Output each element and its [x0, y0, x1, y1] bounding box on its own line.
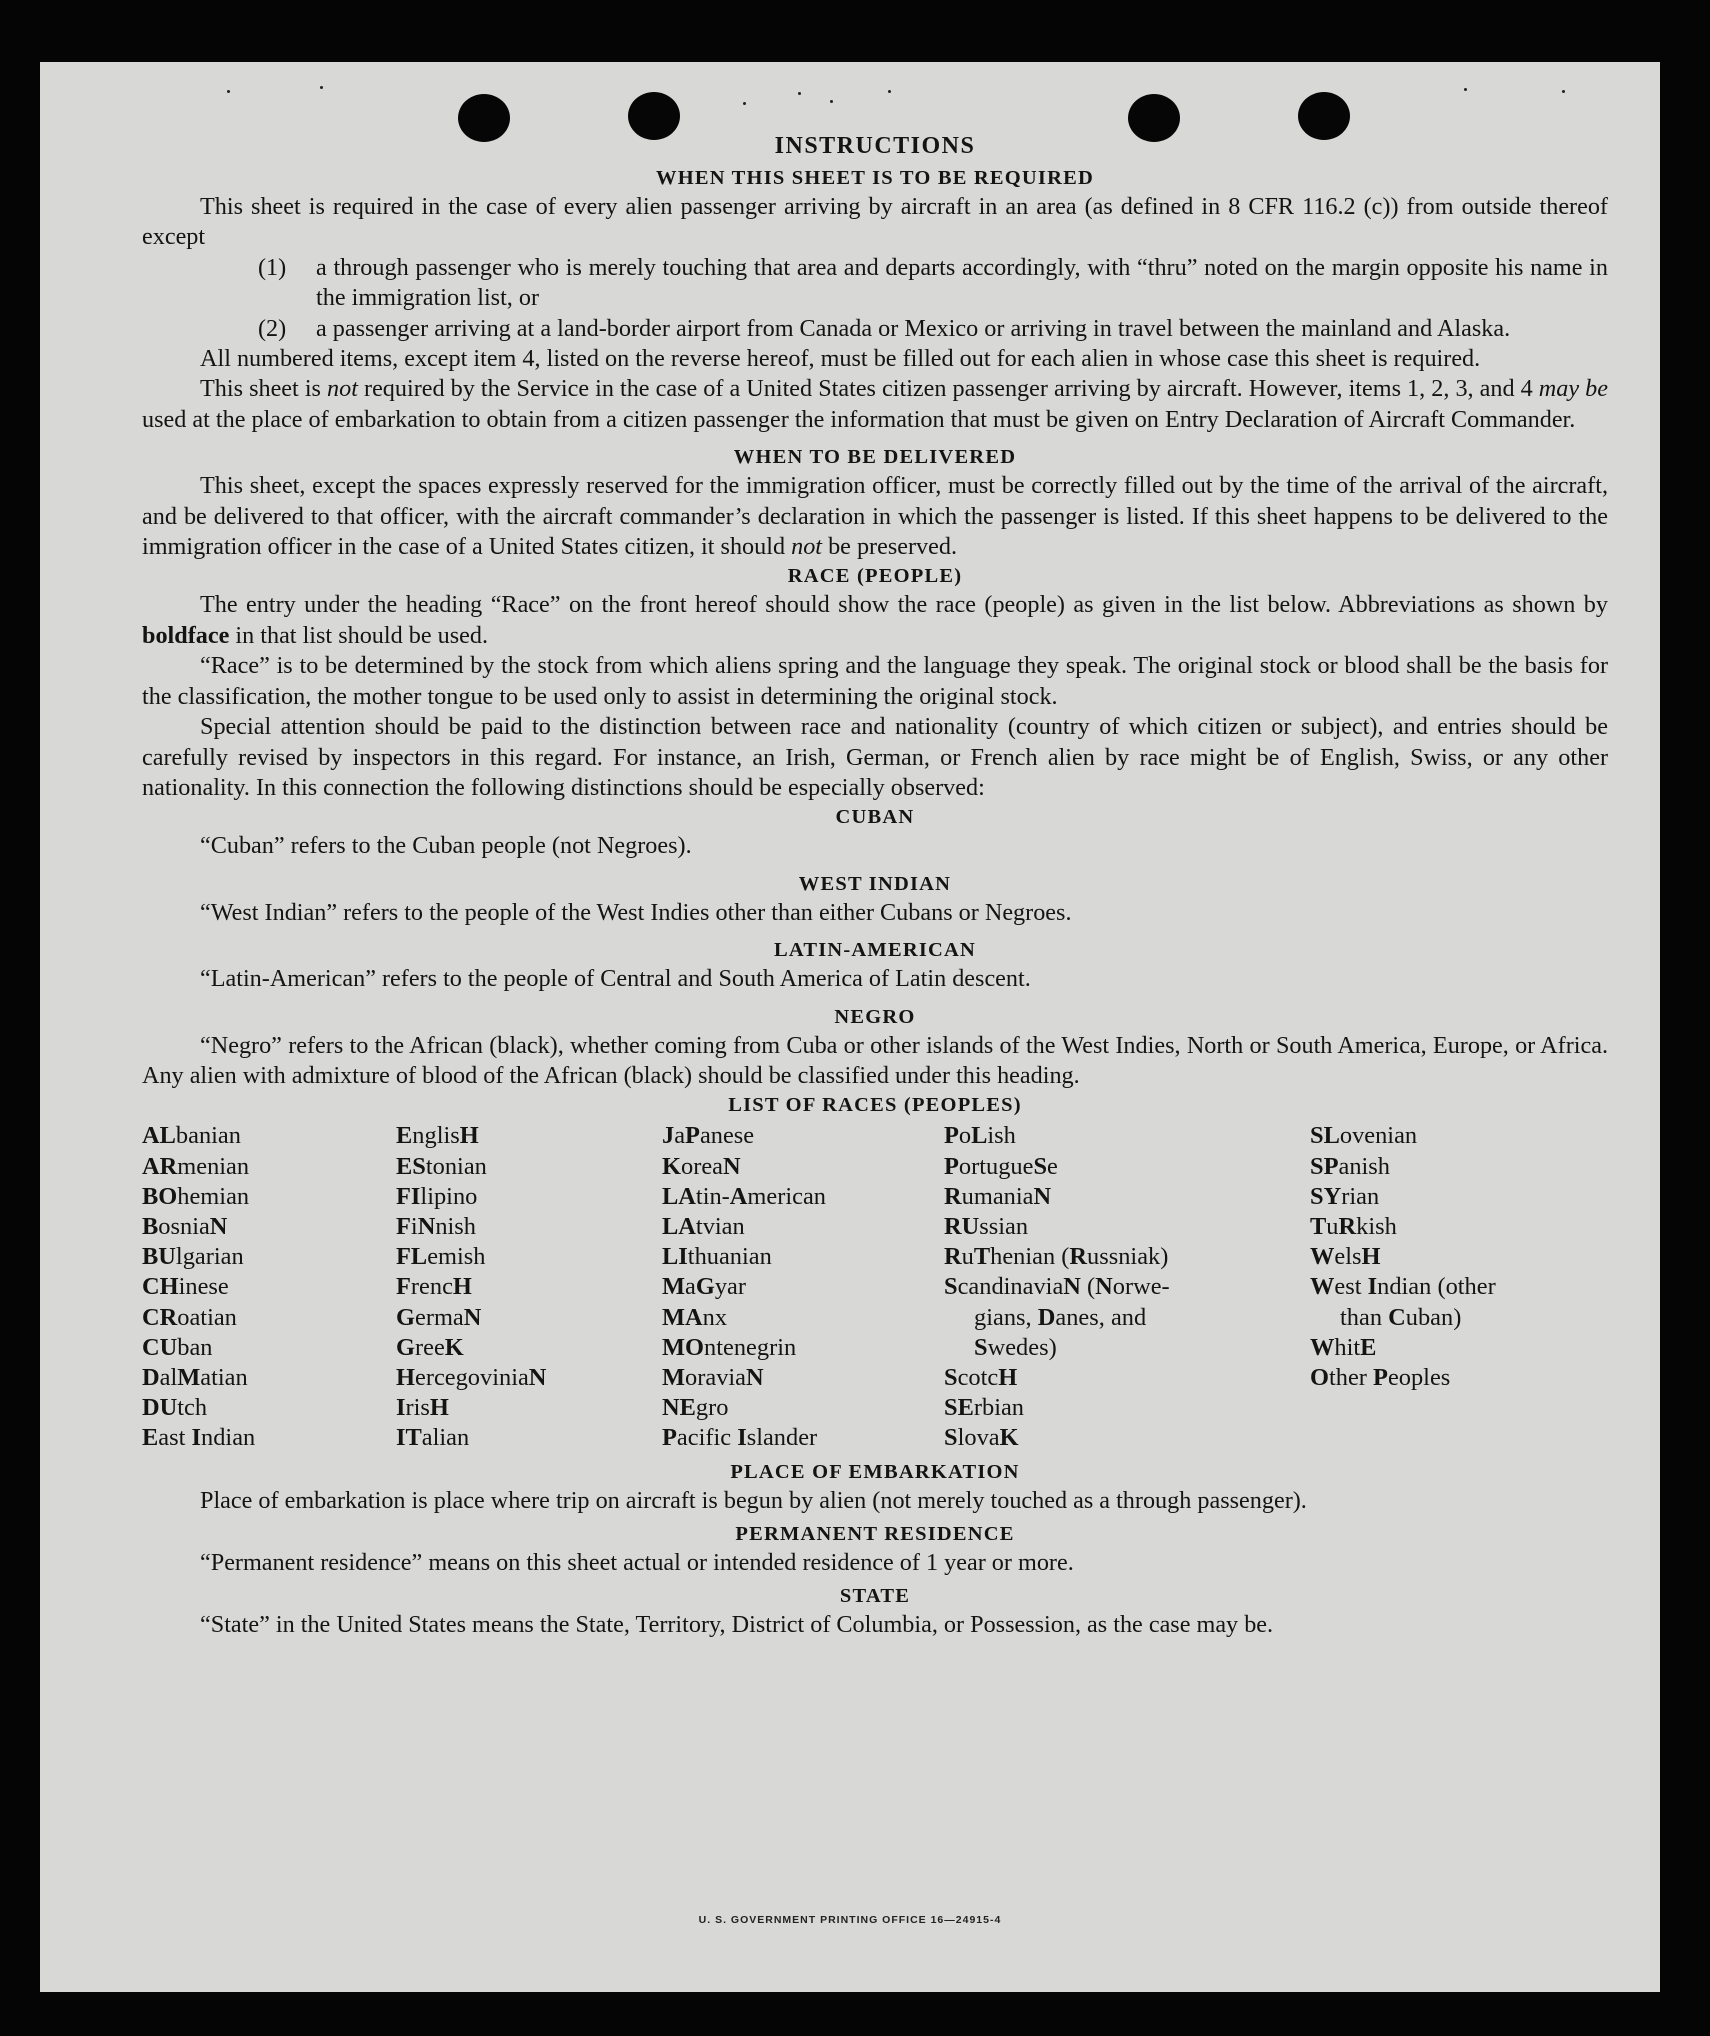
paragraph-required-intro: This sheet is required in the case of every alien passenger arriving by aircraft in an area (as defined in 8 CFR 116.2 (c)) from outside thereof except	[142, 193, 1608, 251]
race-entry: ITalian	[396, 1424, 470, 1452]
race-entry: HercegoviniaN	[396, 1363, 547, 1391]
races-column	[396, 1121, 662, 1453]
race-entry: LAtvian	[662, 1212, 745, 1240]
section-heading-embarkation: PLACE OF EMBARKATION	[730, 1460, 1020, 1483]
race-entry: FiNnish	[396, 1212, 476, 1240]
race-entry: GermaN	[396, 1303, 482, 1331]
race-entry: DUtch	[142, 1394, 208, 1422]
race-entry: CHinese	[142, 1273, 229, 1301]
paragraph-race-2: “Race” is to be determined by the stock from which aliens spring and the language they speak. The original stock or blood shall be the basis for the classification, the mother tongue to be used only to assist in determining the original stock.	[142, 652, 1608, 710]
speck	[830, 100, 833, 103]
list-item-exception-2	[142, 314, 1608, 344]
text-run: be preserved.	[822, 533, 957, 561]
text-run: The entry under the heading “Race” on the front hereof should show the race (people) as given in the list below. Abbreviations as shown by	[200, 591, 1608, 619]
paragraph-negro: “Negro” refers to the African (black), whether coming from Cuba or other islands of the West Indies, North or South America, Europe, or Africa. Any alien with admixture of blood of the African (black) should be classified under this heading.	[142, 1031, 1608, 1089]
race-entry: WelsH	[1310, 1243, 1381, 1271]
race-entry: SErbian	[944, 1394, 1024, 1422]
paragraph-west-indian: “West Indian” refers to the people of the West Indies other than either Cubans or Negroes.	[200, 898, 1072, 926]
race-entry: EStonian	[396, 1152, 487, 1180]
race-entry: SYrian	[1310, 1182, 1380, 1210]
race-entry: RUssian	[944, 1212, 1029, 1240]
race-entry: East Indian	[142, 1424, 256, 1452]
race-entry: IrisH	[396, 1394, 449, 1422]
section-heading-state: STATE	[839, 1585, 911, 1608]
section-heading-required: WHEN THIS SHEET IS TO BE REQUIRED	[656, 167, 1094, 189]
race-entry: ARmenian	[142, 1152, 250, 1180]
race-entry: gians, Danes, and	[974, 1303, 1147, 1331]
race-entry: SlovaK	[944, 1424, 1019, 1452]
text-run-italic: may be	[1538, 375, 1608, 403]
paragraph-state: “State” in the United States means the State, Territory, District of Columbia, or Possession, as the case may be.	[200, 1611, 1274, 1639]
race-entry: EnglisH	[396, 1122, 479, 1150]
races-column	[142, 1121, 396, 1453]
list-item-exception-1	[142, 253, 1608, 314]
race-entry: MAnx	[662, 1303, 728, 1331]
race-entry: LIthuanian	[662, 1243, 772, 1271]
race-entry: BOhemian	[142, 1182, 250, 1210]
item-text: a through passenger who is merely touching that area and departs accordingly, with “thru” noted on the margin opposite his name in the immigration list, or	[316, 253, 1608, 312]
race-entry: WhitE	[1310, 1333, 1377, 1361]
race-entry: Other Peoples	[1310, 1363, 1451, 1391]
text-run: in that list should be used.	[229, 621, 489, 649]
race-entry: FLemish	[396, 1243, 486, 1271]
races-column	[1310, 1121, 1608, 1453]
race-entry: ScandinaviaN (Norwe-	[944, 1273, 1170, 1301]
race-entry: MoraviaN	[662, 1363, 764, 1391]
document-page	[40, 62, 1660, 1992]
race-entry: West Indian (other	[1310, 1273, 1496, 1301]
paragraph-numbered-items: All numbered items, except item 4, listed on the reverse hereof, must be filled out for each alien in whose case this sheet is required.	[200, 345, 1481, 373]
speck	[743, 102, 746, 105]
section-heading-west-indian: WEST INDIAN	[798, 872, 952, 895]
speck	[320, 86, 323, 89]
races-column	[944, 1121, 1310, 1453]
item-number: (2)	[258, 314, 287, 342]
paragraph-race-3: Special attention should be paid to the distinction between race and nationality (country of which citizen or subject), and entries should be carefully revised by inspectors in this regard. For instance, an Irish, German, or French alien by race might be of English, Swiss, or any other nationality. In this connection the following distinctions should be especially observed:	[142, 713, 1608, 801]
race-entry: SLovenian	[1310, 1122, 1418, 1150]
race-entry: LAtin-American	[662, 1182, 826, 1210]
text-run: This sheet, except the spaces expressly reserved for the immigration officer, must be correctly filled out by the time of the arrival of the aircraft, and be delivered to that officer, with the aircraft commander’s declaration in which the passenger is listed. If this sheet happens to be delivered to the immigration officer in the case of a United States citizen, it should	[142, 472, 1608, 561]
item-text: a passenger arriving at a land-border airport from Canada or Mexico or arriving in travel between the mainland and Alaska.	[316, 314, 1511, 342]
text-run: used at the place of embarkation to obtain from a citizen passenger the information that must be given on Entry Declaration of Aircraft Commander.	[142, 405, 1576, 433]
paragraph-embarkation: Place of embarkation is place where trip on aircraft is begun by alien (not merely touched as a through passenger).	[200, 1486, 1307, 1514]
races-column	[662, 1121, 944, 1453]
paragraph-residence: “Permanent residence” means on this sheet actual or intended residence of 1 year or more.	[200, 1548, 1074, 1576]
race-entry: GreeK	[396, 1333, 464, 1361]
section-heading-cuban: CUBAN	[835, 806, 915, 829]
race-entry: BUlgarian	[142, 1243, 244, 1271]
text-run-italic: not	[327, 375, 358, 403]
race-entry: PoLish	[944, 1122, 1016, 1150]
speck	[1464, 88, 1467, 91]
section-heading-race: RACE (PEOPLE)	[787, 565, 963, 588]
races-list	[142, 1121, 1608, 1453]
text-run: This sheet is	[200, 375, 328, 403]
speck	[888, 90, 891, 93]
race-entry: CRoatian	[142, 1303, 237, 1331]
instructions-body	[142, 128, 1608, 1641]
race-entry: FrencH	[396, 1273, 472, 1301]
race-entry: TuRkish	[1310, 1212, 1397, 1240]
paragraph-race-1	[142, 590, 1608, 651]
section-heading-list-of-races: LIST OF RACES (PEOPLES)	[728, 1094, 1022, 1117]
race-entry: ALbanian	[142, 1122, 241, 1150]
race-entry: Swedes)	[974, 1333, 1057, 1361]
section-heading-residence: PERMANENT RESIDENCE	[735, 1522, 1015, 1545]
paragraph-latin-american: “Latin-American” refers to the people of Central and South America of Latin descent.	[200, 965, 1031, 993]
race-entry: than Cuban)	[1340, 1303, 1462, 1331]
section-heading-negro: NEGRO	[834, 1005, 916, 1028]
paragraph-citizen	[142, 374, 1608, 435]
race-entry: MaGyar	[662, 1273, 746, 1301]
text-run-italic: not	[791, 533, 823, 561]
race-entry: RumaniaN	[944, 1182, 1052, 1210]
race-entry: JaPanese	[662, 1122, 755, 1150]
section-heading-delivered: WHEN TO BE DELIVERED	[733, 446, 1017, 469]
race-entry: CUban	[142, 1333, 213, 1361]
text-run: required by the Service in the case of a United States citizen passenger arriving by aircraft. However, items 1, 2, 3, and 4	[357, 375, 1539, 403]
race-entry: BosniaN	[142, 1212, 228, 1240]
race-entry: KoreaN	[662, 1152, 741, 1180]
race-entry: FIlipino	[396, 1182, 478, 1210]
race-entry: ScotcH	[944, 1363, 1018, 1391]
race-entry: Pacific Islander	[662, 1424, 818, 1452]
speck	[798, 92, 801, 95]
race-entry: SPanish	[1310, 1152, 1390, 1180]
text-run-bold: boldface	[142, 621, 230, 649]
race-entry: PortugueSe	[944, 1152, 1058, 1180]
speck	[1562, 90, 1565, 93]
paragraph-cuban: “Cuban” refers to the Cuban people (not Negroes).	[200, 832, 692, 860]
race-entry: MOntenegrin	[662, 1333, 797, 1361]
printer-imprint: U. S. GOVERNMENT PRINTING OFFICE 16—24915-4	[698, 1914, 1002, 1926]
race-entry: NEgro	[662, 1394, 729, 1422]
item-number: (1)	[258, 253, 287, 281]
speck	[227, 90, 230, 93]
page-title: INSTRUCTIONS	[774, 133, 976, 159]
paragraph-delivered	[142, 471, 1608, 562]
race-entry: RuThenian (Russniak)	[944, 1243, 1169, 1271]
race-entry: DalMatian	[142, 1363, 248, 1391]
section-heading-latin-american: LATIN-AMERICAN	[773, 939, 977, 962]
